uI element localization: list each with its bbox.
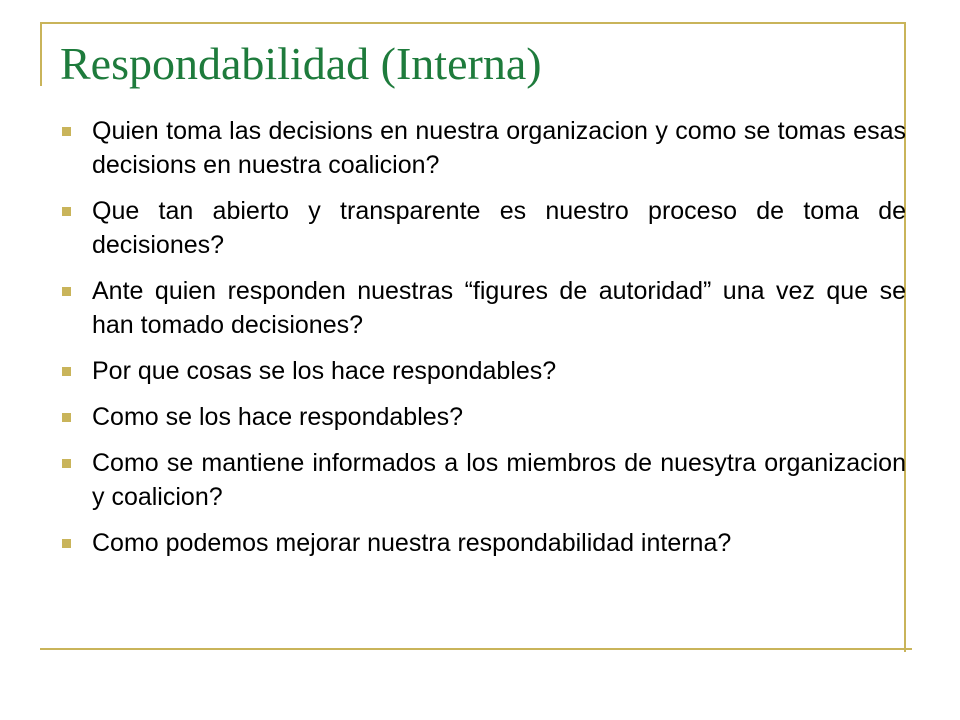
square-bullet-icon	[62, 367, 71, 376]
square-bullet-icon	[62, 207, 71, 216]
square-bullet-icon	[62, 127, 71, 136]
bullet-text: Que tan abierto y transparente es nuestro proceso de toma de decisiones?	[92, 197, 906, 259]
bullet-item	[58, 354, 906, 388]
square-bullet-icon	[62, 459, 71, 468]
square-bullet-icon	[62, 539, 71, 548]
bullet-text: Como se los hace respondables?	[92, 403, 464, 431]
bullet-item	[58, 274, 906, 342]
bullet-text: Por que cosas se los hace respondables?	[92, 357, 557, 385]
slide-frame-left-rule	[40, 22, 42, 86]
bullet-text: Quien toma las decisions en nuestra organizacion y como se tomas esas decisions en nuestra coalicion?	[92, 117, 906, 179]
bullet-item	[58, 446, 906, 514]
slide-frame-bottom-rule	[40, 648, 912, 650]
bullet-item	[58, 194, 906, 262]
bullet-text: Ante quien responden nuestras “figures de autoridad” una vez que se han tomado decisiones?	[92, 277, 906, 339]
square-bullet-icon	[62, 287, 71, 296]
bullet-item	[58, 400, 906, 434]
square-bullet-icon	[62, 413, 71, 422]
bullet-text: Como podemos mejorar nuestra respondabilidad interna?	[92, 529, 732, 557]
slide-frame-top-rule	[40, 22, 905, 24]
bullet-item	[58, 526, 906, 560]
bullet-item	[58, 114, 906, 182]
bullet-list	[58, 114, 906, 572]
bullet-text: Como se mantiene informados a los miembros de nuesytra organizacion y coalicion?	[92, 449, 906, 511]
slide-title: Respondabilidad (Interna)	[60, 38, 542, 89]
